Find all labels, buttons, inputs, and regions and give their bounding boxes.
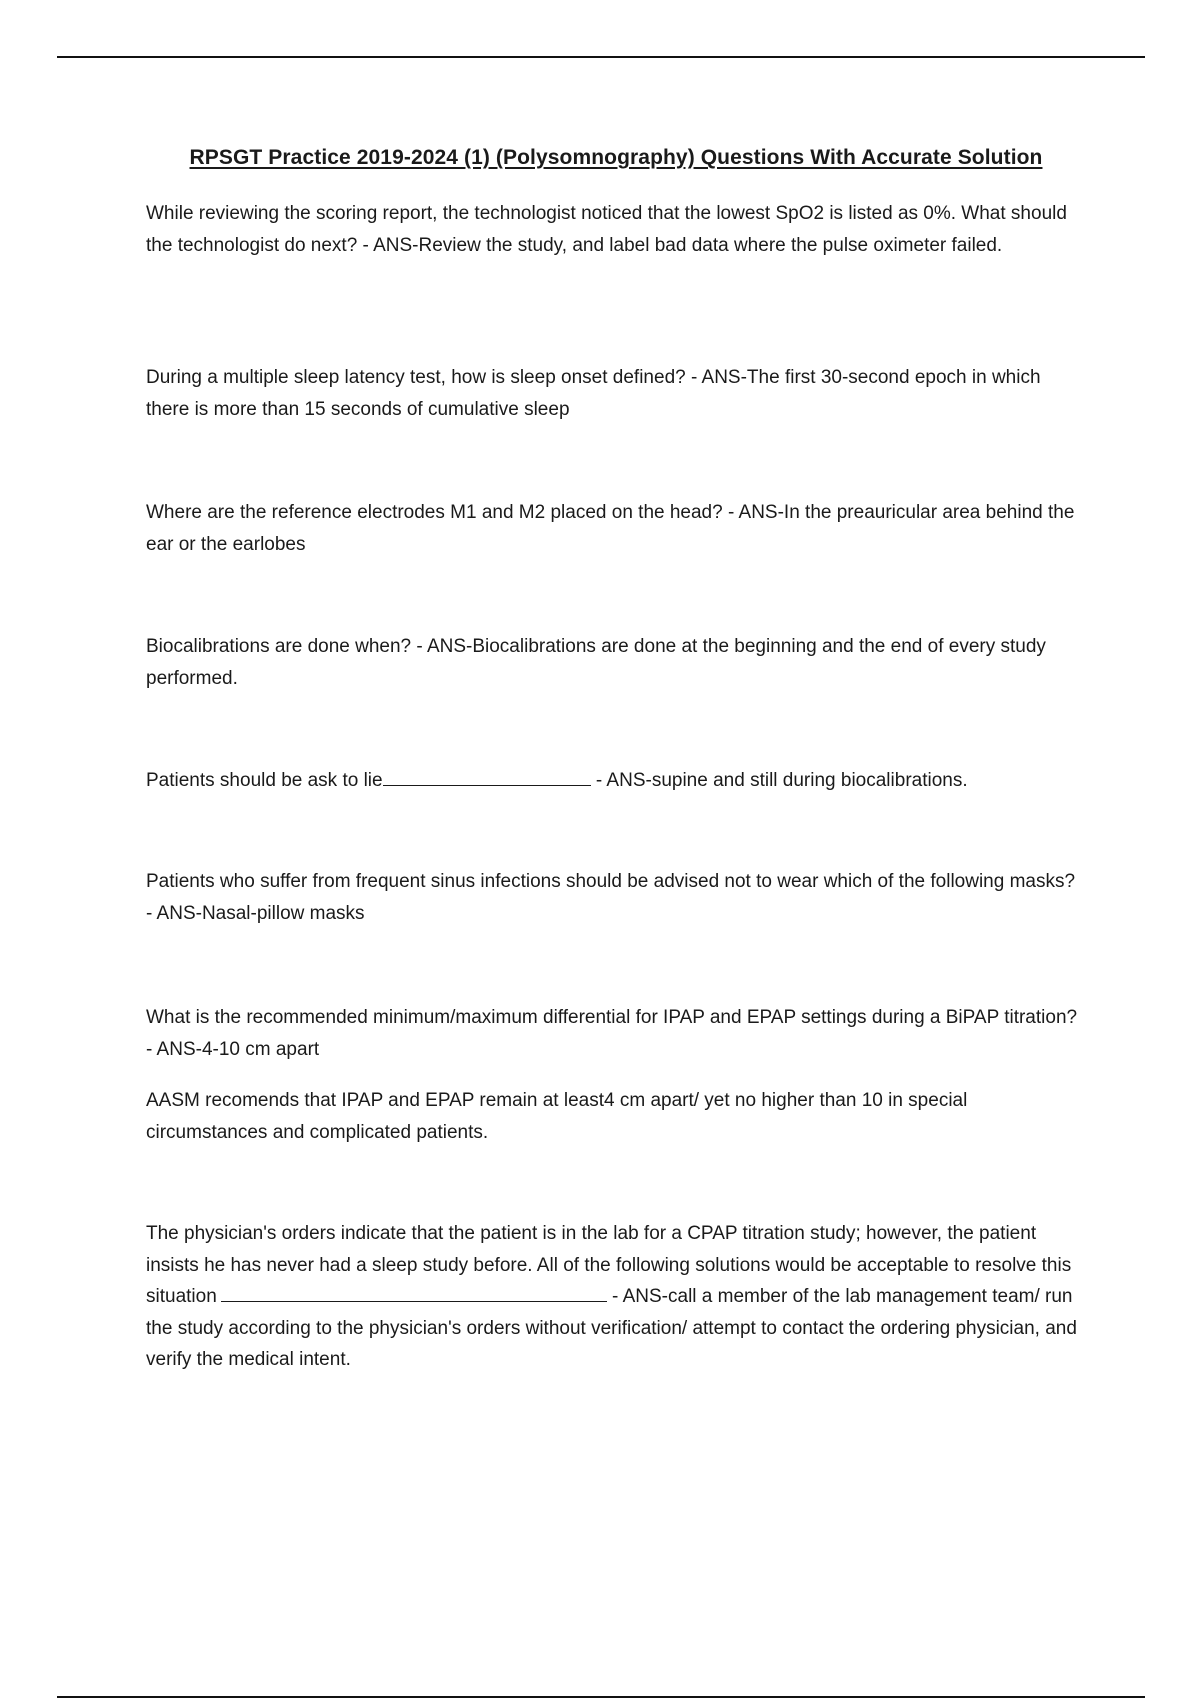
question-2: During a multiple sleep latency test, how is sleep onset defined? - ANS-The first 30-second epoch in which there is more than 15 seconds of cumulative sleep: [146, 367, 1041, 420]
bottom-rule: [57, 1696, 1145, 1698]
question-7: What is the recommended minimum/maximum differential for IPAP and EPAP settings during a BiPAP titration? - ANS-4-10 cm apart: [146, 1007, 1078, 1060]
question-8-prompt: The physician's orders indicate that the patient is in the lab for a CPAP titration study; however, the patient insists he has never had a sleep study before. All of the following solutions would be acceptable to resolve this situation: [146, 1223, 1072, 1307]
document-title: RPSGT Practice 2019-2024 (1) (Polysomnography) Questions With Accurate Solution: [189, 146, 1043, 169]
question-8: [146, 1218, 1086, 1376]
answer-blank: [221, 1283, 607, 1302]
answer-blank: [383, 767, 591, 786]
question-5: [146, 765, 1086, 797]
question-8-answer: - ANS-call a member of the lab management team/ run the study according to the physician's orders without verification/ attempt to contact the ordering physician, and verify the medical intent.: [146, 1286, 1077, 1370]
question-5-prompt: Patients should be ask to lie: [146, 770, 383, 791]
question-6: Patients who suffer from frequent sinus infections should be advised not to wear which of the following masks? - ANS-Nasal-pillow masks: [146, 871, 1076, 924]
question-5-answer: - ANS-supine and still during biocalibrations.: [590, 770, 968, 791]
question-7-note: AASM recomends that IPAP and EPAP remain at least4 cm apart/ yet no higher than 10 in special circumstances and complicated patients.: [146, 1090, 968, 1143]
question-4: Biocalibrations are done when? - ANS-Biocalibrations are done at the beginning and the end of every study performed.: [146, 636, 1046, 689]
top-rule: [57, 56, 1145, 58]
question-3: Where are the reference electrodes M1 and M2 placed on the head? - ANS-In the preauricular area behind the ear or the earlobes: [146, 502, 1075, 555]
question-1: While reviewing the scoring report, the technologist noticed that the lowest SpO2 is listed as 0%. What should the technologist do next? - ANS-Review the study, and label bad data where the pulse oximeter failed.: [146, 203, 1067, 256]
